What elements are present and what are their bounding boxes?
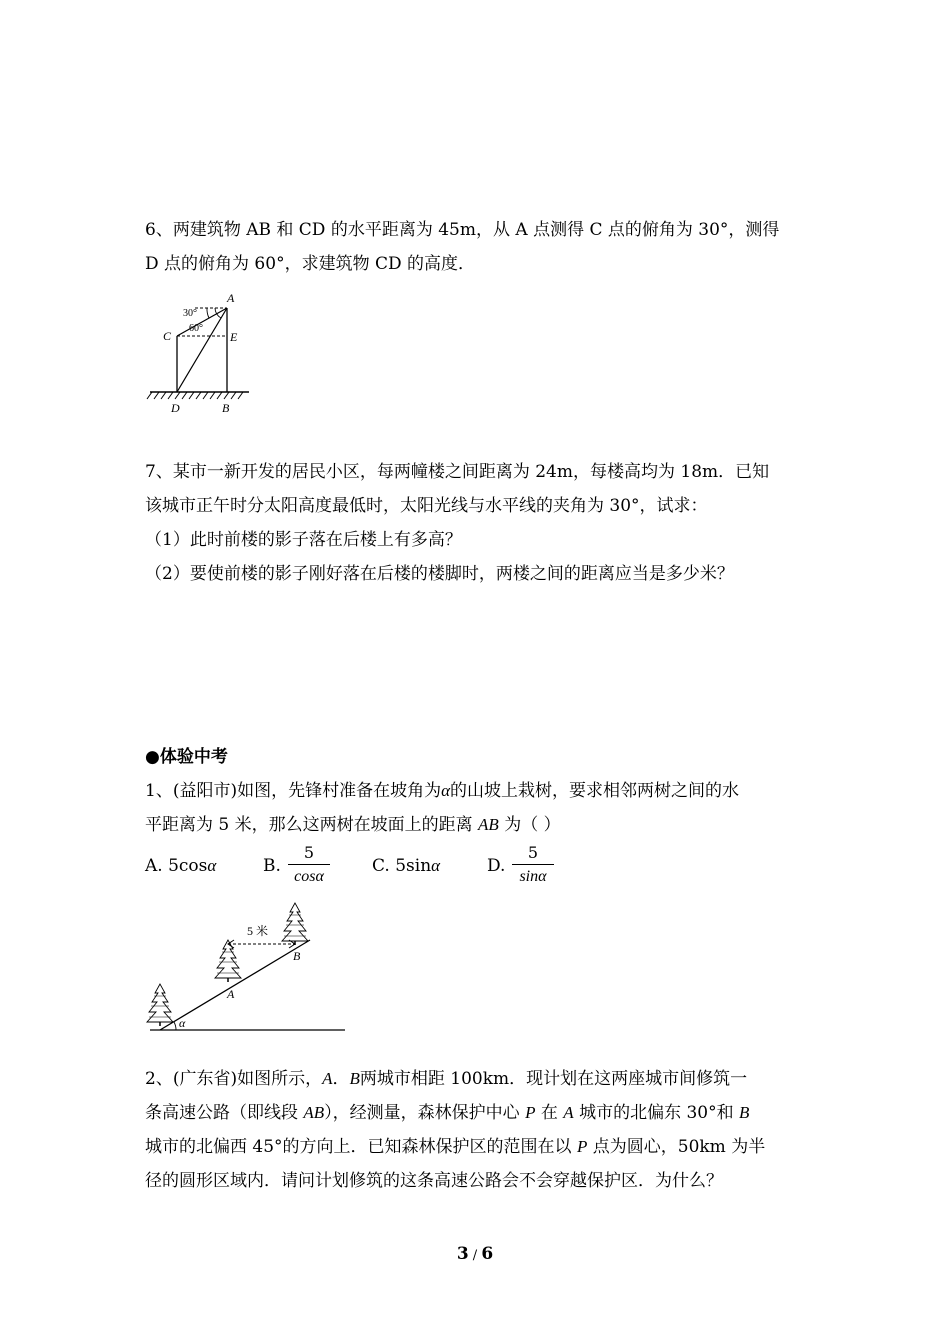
q7-part-1: （1）此时前楼的影子落在后楼上有多高？ — [145, 530, 462, 550]
q6-label-d: D — [171, 401, 180, 415]
slope-figure — [145, 900, 355, 1036]
slope-alpha-label: α — [179, 1016, 186, 1030]
section-heading: ●体验中考 — [145, 747, 228, 767]
q6-label-c: C — [163, 329, 172, 343]
slope-distance-label: 5 米 — [247, 924, 269, 938]
slope-label-b: B — [293, 949, 301, 963]
page-number: 3 / 6 — [456, 1244, 494, 1264]
p2-line-2: 条高速公路（即线段 AB），经测量，森林保护中心 P 在 A 城市的北偏东 30°和 B — [145, 1103, 750, 1123]
q7-part-2: （2）要使前楼的影子刚好落在后楼的楼脚时，两楼之间的距离应当是多少米？ — [145, 564, 734, 584]
slope-label-a: A — [227, 987, 235, 1001]
p1-line-1: 1、(益阳市)如图，先锋村准备在坡角为α的山坡上栽树，要求相邻两树之间的水 — [145, 781, 740, 801]
exam-problem-1 — [145, 774, 810, 842]
q6-line-1: 6、两建筑物 AB 和 CD 的水平距离为 45m，从 A 点测得 C 点的俯角为 30°，测得 — [145, 220, 780, 240]
q6-line-2: D 点的俯角为 60°，求建筑物 CD 的高度． — [145, 254, 476, 274]
q7-line-1: 7、某市一新开发的居民小区，每两幢楼之间距离为 24m，每楼高均为 18m．已知 — [145, 462, 770, 482]
p2-line-1: 2、(广东省)如图所示，A．B两城市相距 100km．现计划在这两座城市间修筑一 — [145, 1069, 748, 1089]
question-7 — [145, 455, 810, 591]
tree-icon — [282, 903, 308, 945]
tree-icon — [215, 940, 241, 982]
q7-line-2: 该城市正午时分太阳高度最低时，太阳光线与水平线的夹角为 30°，试求： — [145, 496, 708, 516]
p1-line-2: 平距离为 5 米，那么这两树在坡面上的距离 AB 为（ ） — [145, 815, 561, 835]
q6-label-e: E — [230, 330, 238, 344]
tree-icon — [147, 984, 173, 1026]
q6-label-a: A — [227, 291, 235, 305]
p2-line-3: 城市的北偏西 45°的方向上．已知森林保护区的范围在以 P 点为圆心，50km 为半 — [145, 1137, 766, 1157]
question-6 — [145, 213, 810, 281]
q6-angle-60: 60° — [189, 323, 203, 334]
exam-problem-2 — [145, 1062, 810, 1198]
q6-label-b: B — [222, 401, 230, 415]
q6-figure — [145, 288, 255, 416]
q6-angle-30: 30° — [183, 308, 197, 319]
p2-line-4: 径的圆形区域内．请问计划修筑的这条高速公路会不会穿越保护区．为什么？ — [145, 1171, 723, 1191]
